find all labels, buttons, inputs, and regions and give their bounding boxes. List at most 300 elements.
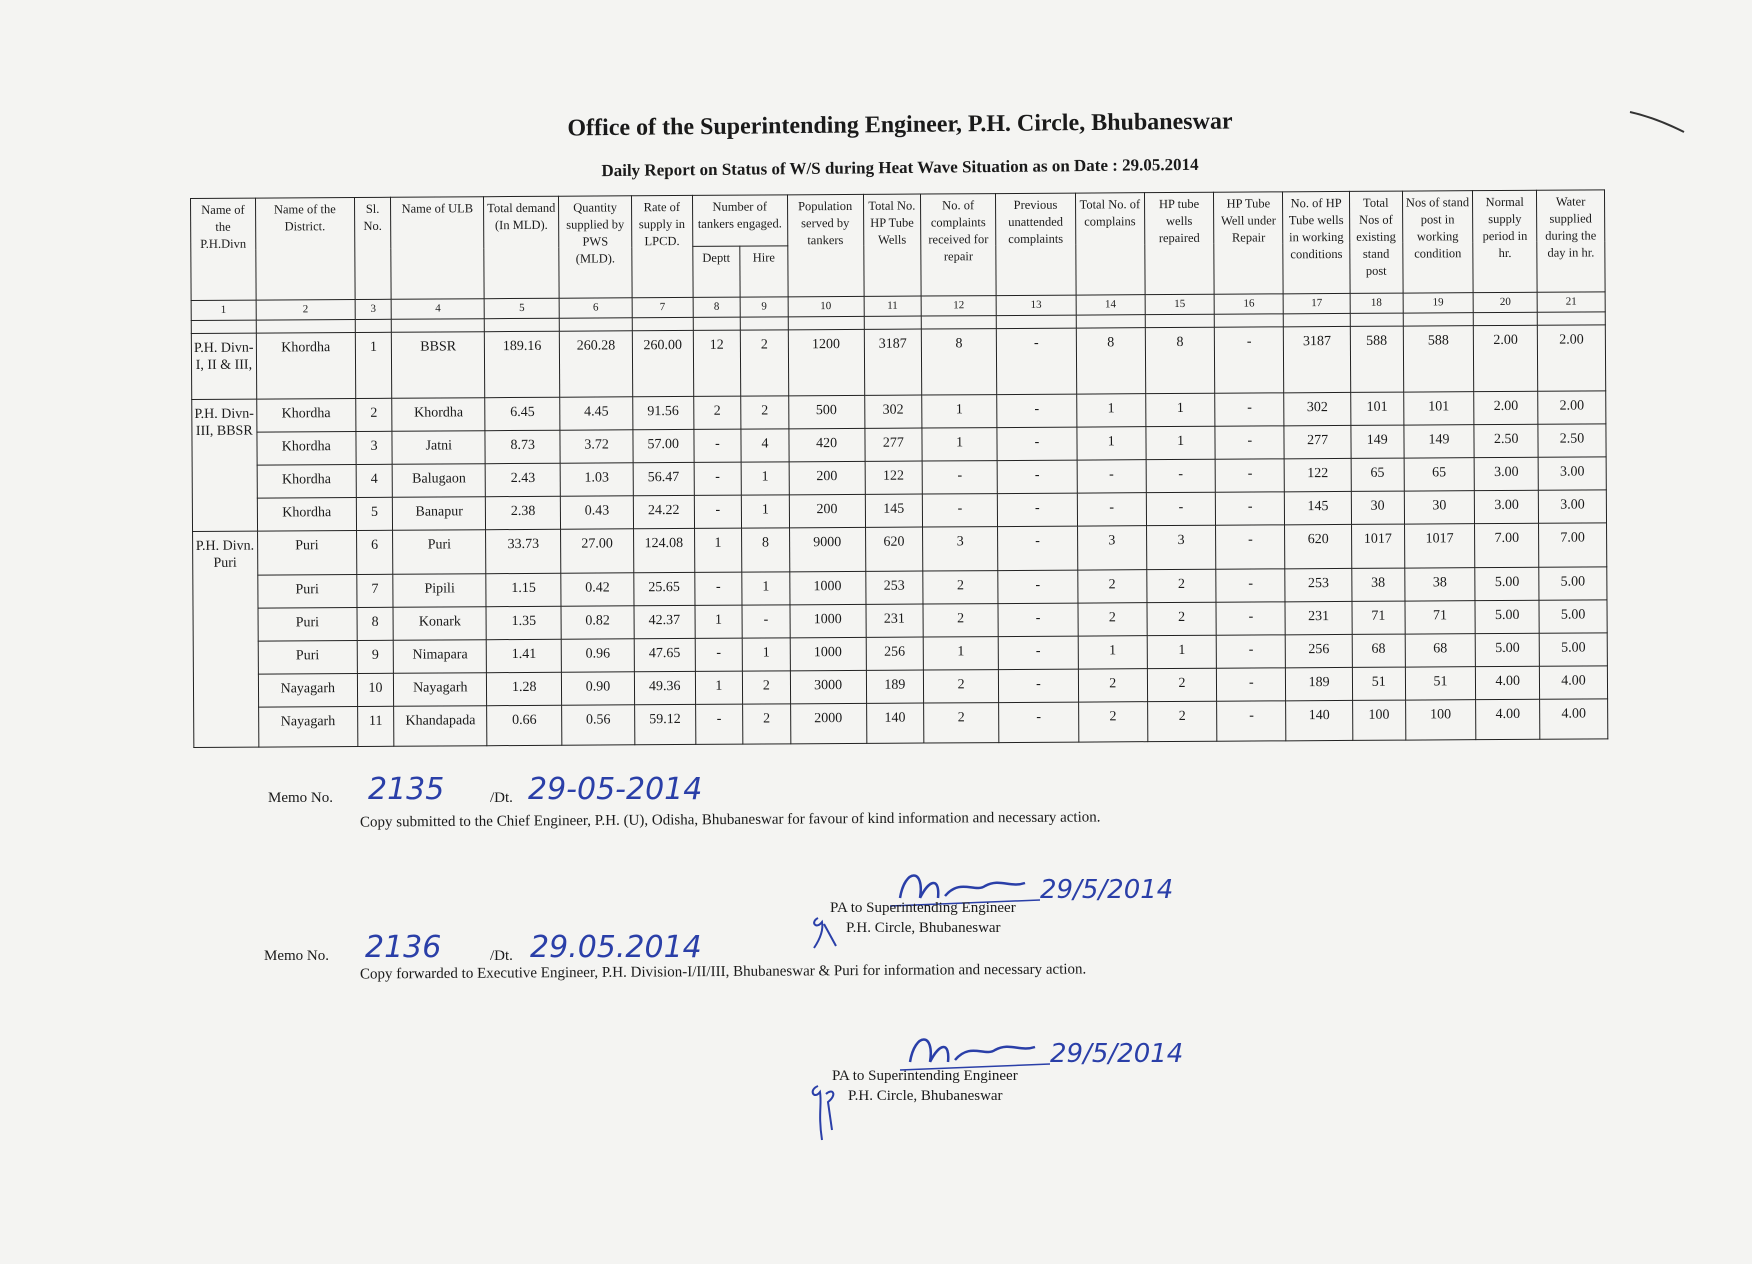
blank-cell bbox=[1145, 314, 1215, 327]
header-standpost-working: Nos of stand post in working condition bbox=[1402, 191, 1473, 293]
table-cell: - bbox=[694, 572, 742, 605]
column-number: 17 bbox=[1283, 293, 1350, 313]
table-cell: - bbox=[999, 702, 1079, 742]
table-cell: 122 bbox=[1284, 458, 1351, 491]
table-cell: Khandapada bbox=[394, 706, 487, 747]
table-cell: - bbox=[1216, 525, 1285, 569]
svg-text:29/5/2014: 29/5/2014 bbox=[1040, 875, 1174, 905]
table-cell: - bbox=[997, 460, 1077, 493]
table-cell: 56.47 bbox=[633, 462, 694, 495]
table-cell: 2 bbox=[1146, 569, 1216, 602]
table-cell: 260.00 bbox=[632, 330, 693, 396]
table-cell: 3187 bbox=[1284, 326, 1351, 392]
table-cell: BBSR bbox=[392, 332, 485, 399]
report-table-wrapper bbox=[190, 189, 1608, 748]
column-number: 10 bbox=[788, 296, 864, 316]
table-cell: 1 bbox=[1077, 394, 1146, 427]
page-title: Office of the Superintending Engineer, P.H. Circle, Bhubaneswar bbox=[567, 108, 1233, 142]
header-hp-working: No. of HP Tube wells in working conditions bbox=[1283, 191, 1350, 293]
table-cell: 253 bbox=[865, 571, 923, 604]
table-cell: 189 bbox=[866, 670, 924, 703]
table-cell: 2 bbox=[924, 703, 999, 743]
header-district: Name of the District. bbox=[255, 197, 355, 300]
table-cell: 68 bbox=[1352, 634, 1405, 667]
column-number: 8 bbox=[693, 297, 741, 317]
table-cell: 8 bbox=[1145, 327, 1215, 393]
header-slno: Sl. No. bbox=[354, 197, 391, 299]
header-divn: Name of the P.H.Divn bbox=[191, 198, 256, 300]
table-cell: - bbox=[922, 461, 997, 494]
table-cell: 38 bbox=[1352, 568, 1405, 601]
table-cell: 1000 bbox=[790, 637, 866, 670]
header-ulb: Name of ULB bbox=[391, 197, 485, 300]
table-cell: Konark bbox=[393, 607, 486, 641]
memo1-date: 29-05-2014 bbox=[528, 772, 703, 807]
table-cell: - bbox=[998, 603, 1078, 636]
table-cell: 588 bbox=[1403, 326, 1474, 392]
table-cell: 51 bbox=[1405, 667, 1476, 700]
table-cell: Puri bbox=[393, 530, 486, 575]
table-cell: 3 bbox=[356, 431, 393, 464]
header-hp-repaired: HP tube wells repaired bbox=[1144, 192, 1214, 294]
table-cell: 2 bbox=[356, 398, 393, 431]
table-cell: 145 bbox=[1285, 491, 1352, 524]
table-cell: - bbox=[1215, 426, 1284, 459]
table-cell: 5.00 bbox=[1476, 633, 1540, 666]
table-cell: - bbox=[922, 494, 997, 527]
blank-cell bbox=[1403, 313, 1474, 326]
header-hp-under-repair: HP Tube Well under Repair bbox=[1214, 192, 1283, 294]
table-cell: - bbox=[998, 636, 1078, 669]
table-cell: 4.00 bbox=[1476, 666, 1540, 699]
table-cell: 189 bbox=[1286, 667, 1353, 700]
table-cell: - bbox=[695, 704, 743, 744]
column-number: 21 bbox=[1537, 292, 1605, 312]
table-cell: 0.43 bbox=[560, 496, 633, 529]
table-cell: 12 bbox=[693, 330, 741, 396]
blank-cell bbox=[1350, 313, 1403, 326]
memo1-label: Memo No. bbox=[268, 790, 333, 806]
signature2-block bbox=[832, 1066, 1018, 1106]
header-complaints-received: No. of complaints received for repair bbox=[921, 194, 996, 296]
blank-cell bbox=[1474, 312, 1538, 325]
table-cell: 2 bbox=[924, 670, 999, 703]
table-cell: - bbox=[998, 570, 1078, 603]
table-cell: - bbox=[997, 427, 1077, 460]
table-cell: 1 bbox=[1145, 393, 1215, 426]
table-cell: 302 bbox=[864, 395, 922, 428]
table-cell: 3187 bbox=[864, 329, 922, 395]
table-cell: 2 bbox=[741, 396, 789, 429]
table-cell: 65 bbox=[1404, 458, 1475, 491]
table-cell: 256 bbox=[866, 637, 924, 670]
table-cell: 3.00 bbox=[1475, 490, 1539, 523]
table-cell: 33.73 bbox=[486, 529, 561, 573]
table-cell: - bbox=[1146, 459, 1216, 492]
table-cell: 1.28 bbox=[487, 672, 562, 705]
table-cell: 122 bbox=[865, 461, 923, 494]
table-cell: 2 bbox=[1078, 669, 1147, 702]
table-cell: 1000 bbox=[789, 571, 865, 604]
table-cell: 1 bbox=[742, 638, 790, 671]
header-population: Population served by tankers bbox=[787, 194, 863, 296]
report-table-body bbox=[191, 292, 1608, 748]
table-cell: - bbox=[1217, 668, 1286, 701]
column-number: 7 bbox=[632, 297, 693, 317]
header-deptt: Deptt bbox=[692, 246, 740, 297]
table-cell: - bbox=[997, 394, 1077, 427]
table-cell: 8.73 bbox=[485, 430, 560, 463]
table-row bbox=[191, 325, 1605, 400]
table-cell: Nayagarh bbox=[258, 706, 357, 747]
table-cell: 8 bbox=[742, 528, 790, 572]
table-cell: 2 bbox=[1078, 702, 1147, 742]
table-cell: 5.00 bbox=[1539, 633, 1607, 666]
table-cell: 2.43 bbox=[485, 463, 560, 496]
table-cell: 51 bbox=[1352, 667, 1405, 700]
column-number: 13 bbox=[996, 295, 1076, 315]
table-cell: 2.38 bbox=[486, 496, 561, 529]
table-cell: Puri bbox=[258, 640, 357, 674]
table-cell: 140 bbox=[866, 703, 924, 743]
table-cell: 4.00 bbox=[1540, 699, 1608, 739]
table-cell: 11 bbox=[357, 706, 394, 746]
memo2-number: 2136 bbox=[365, 930, 442, 965]
table-cell: 2.00 bbox=[1538, 391, 1606, 424]
table-cell: 2 bbox=[743, 671, 791, 704]
blank-cell bbox=[1215, 314, 1284, 327]
table-cell: 200 bbox=[789, 461, 865, 494]
table-cell: 6.45 bbox=[485, 397, 560, 430]
table-cell: - bbox=[998, 669, 1078, 702]
table-cell: 71 bbox=[1405, 601, 1476, 634]
table-cell: 1000 bbox=[790, 604, 866, 637]
table-cell: 1 bbox=[1077, 427, 1146, 460]
table-cell: 1.15 bbox=[486, 573, 561, 606]
table-cell: 2 bbox=[1147, 668, 1217, 701]
table-cell: Banapur bbox=[393, 497, 486, 531]
table-cell: 2.00 bbox=[1474, 325, 1538, 391]
table-cell: 4.00 bbox=[1476, 699, 1540, 739]
table-cell: 59.12 bbox=[635, 704, 696, 744]
signature1-block bbox=[830, 898, 1016, 938]
table-cell: 3 bbox=[1146, 525, 1216, 569]
table-cell: 3 bbox=[923, 527, 998, 571]
memo2-label: Memo No. bbox=[264, 948, 329, 964]
table-cell: 100 bbox=[1405, 700, 1476, 740]
table-cell: 2 bbox=[1147, 602, 1217, 635]
memo2-dt-label: /Dt. bbox=[490, 948, 513, 964]
table-cell: 3.72 bbox=[560, 430, 633, 463]
column-number: 15 bbox=[1145, 294, 1215, 314]
table-cell: 91.56 bbox=[633, 396, 694, 429]
blank-cell bbox=[1283, 313, 1350, 326]
header-normal-supply: Normal supply period in hr. bbox=[1473, 190, 1537, 292]
table-cell: 25.65 bbox=[634, 572, 695, 605]
memo1-dt-label: /Dt. bbox=[490, 790, 513, 806]
blank-cell bbox=[559, 318, 632, 331]
table-cell: 200 bbox=[789, 494, 865, 527]
table-cell: - bbox=[694, 429, 742, 462]
table-cell: 302 bbox=[1284, 392, 1351, 425]
table-cell: 2 bbox=[743, 704, 791, 744]
table-cell: 2.00 bbox=[1474, 391, 1538, 424]
table-cell: Nayagarh bbox=[394, 673, 487, 707]
division-name-cell: P.H. Divn-I, II & III, bbox=[191, 333, 256, 399]
table-cell: 2 bbox=[923, 571, 998, 604]
blank-cell bbox=[864, 316, 922, 329]
table-cell: 0.90 bbox=[562, 672, 635, 705]
table-cell: 588 bbox=[1350, 326, 1403, 392]
table-cell: 1 bbox=[922, 428, 997, 461]
blank-cell bbox=[921, 316, 996, 329]
table-cell: 27.00 bbox=[561, 529, 634, 573]
blank-cell bbox=[355, 319, 391, 332]
column-number: 11 bbox=[864, 296, 922, 316]
table-cell: 0.56 bbox=[562, 705, 635, 745]
table-cell: 1 bbox=[742, 572, 790, 605]
table-row bbox=[194, 699, 1608, 748]
table-cell: Puri bbox=[258, 574, 357, 608]
blank-cell bbox=[788, 316, 864, 329]
table-cell: 49.36 bbox=[634, 671, 695, 704]
blank-cell bbox=[996, 315, 1076, 328]
table-cell: 10 bbox=[357, 673, 394, 706]
table-cell: 42.37 bbox=[634, 605, 695, 638]
table-cell: Jatni bbox=[392, 431, 485, 465]
table-cell: 1 bbox=[741, 495, 789, 528]
header-water-supplied: Water supplied during the day in hr. bbox=[1537, 190, 1606, 292]
table-cell: 7.00 bbox=[1539, 523, 1607, 567]
table-cell: - bbox=[1216, 492, 1285, 525]
blank-cell bbox=[391, 319, 484, 333]
table-cell: 256 bbox=[1285, 634, 1352, 667]
table-cell: 1 bbox=[741, 462, 789, 495]
blank-cell bbox=[632, 317, 693, 330]
column-number: 6 bbox=[559, 298, 632, 318]
initials-mark-1 bbox=[810, 910, 840, 950]
table-cell: 2.50 bbox=[1474, 424, 1538, 457]
table-cell: 2 bbox=[1078, 603, 1147, 636]
table-cell: 8 bbox=[357, 607, 394, 640]
table-cell: Puri bbox=[258, 607, 357, 641]
table-cell: 4.00 bbox=[1539, 666, 1607, 699]
table-cell: 2 bbox=[923, 604, 998, 637]
table-cell: 620 bbox=[865, 527, 923, 571]
table-cell: Khordha bbox=[257, 431, 356, 465]
table-cell: 68 bbox=[1405, 634, 1476, 667]
table-cell: 0.66 bbox=[487, 705, 562, 745]
table-cell: - bbox=[1215, 393, 1284, 426]
table-cell: 8 bbox=[921, 329, 996, 395]
table-cell: Khordha bbox=[257, 464, 356, 498]
table-cell: - bbox=[1216, 602, 1285, 635]
blank-cell bbox=[693, 317, 741, 330]
table-cell: 500 bbox=[788, 395, 864, 428]
table-cell: 5 bbox=[356, 497, 393, 530]
memo2-text: Copy forwarded to Executive Engineer, P.H. Division-I/II/III, Bhubaneswar & Puri for information and necessary action. bbox=[359, 961, 1087, 983]
pen-stroke-mark bbox=[1628, 106, 1688, 136]
column-number: 9 bbox=[740, 297, 788, 317]
memo1-text: Copy submitted to the Chief Engineer, P.H. (U), Odisha, Bhubaneswar for favour of kind information and necessary action. bbox=[359, 809, 1101, 831]
table-cell: - bbox=[694, 495, 742, 528]
table-cell: 1.03 bbox=[560, 463, 633, 496]
table-cell: Puri bbox=[257, 530, 356, 575]
table-cell: - bbox=[1216, 459, 1285, 492]
division-name-cell: P.H. Divn. Puri bbox=[193, 531, 259, 747]
table-cell: - bbox=[1215, 327, 1284, 393]
column-number: 4 bbox=[391, 299, 484, 320]
table-cell: 57.00 bbox=[633, 429, 694, 462]
table-cell: 2000 bbox=[790, 703, 866, 743]
table-cell: 620 bbox=[1285, 524, 1352, 568]
column-number: 5 bbox=[484, 298, 559, 318]
signature1-line1: PA to Superintending Engineer bbox=[830, 900, 1016, 916]
table-cell: 7 bbox=[357, 574, 394, 607]
signature1-line2: P.H. Circle, Bhubaneswar bbox=[846, 920, 1001, 936]
table-cell: 231 bbox=[1285, 601, 1352, 634]
memo2-date: 29.05.2014 bbox=[530, 930, 702, 965]
blank-cell bbox=[1076, 315, 1145, 328]
table-cell: 5.00 bbox=[1539, 600, 1607, 633]
table-cell: Nayagarh bbox=[258, 673, 357, 707]
blank-cell bbox=[191, 320, 256, 333]
table-cell: - bbox=[998, 526, 1078, 570]
table-cell: 2 bbox=[1078, 570, 1147, 603]
table-cell: 30 bbox=[1351, 491, 1404, 524]
table-cell: 1 bbox=[695, 671, 743, 704]
header-rate: Rate of supply in LPCD. bbox=[631, 195, 692, 297]
table-cell: 145 bbox=[865, 494, 923, 527]
table-cell: 38 bbox=[1404, 568, 1475, 601]
table-cell: 5.00 bbox=[1475, 567, 1539, 600]
table-cell: 3.00 bbox=[1474, 457, 1538, 490]
table-cell: 1 bbox=[1078, 636, 1147, 669]
table-cell: 1017 bbox=[1404, 524, 1475, 568]
memo1-number: 2135 bbox=[368, 772, 445, 807]
table-cell: - bbox=[694, 462, 742, 495]
table-cell: Khordha bbox=[256, 332, 356, 399]
table-cell: - bbox=[695, 638, 743, 671]
table-cell: Nimapara bbox=[393, 640, 486, 674]
table-cell: 2 bbox=[740, 330, 788, 396]
header-prev-unattended: Previous unattended complaints bbox=[995, 193, 1076, 295]
header-demand: Total demand (In MLD). bbox=[484, 196, 559, 298]
table-cell: 6 bbox=[356, 530, 393, 574]
table-cell: 2.50 bbox=[1538, 424, 1606, 457]
table-cell: 1200 bbox=[788, 329, 864, 395]
table-cell: 4 bbox=[356, 464, 393, 497]
table-cell: - bbox=[742, 605, 790, 638]
signature2-line1: PA to Superintending Engineer bbox=[832, 1068, 1018, 1084]
report-subtitle: Daily Report on Status of W/S during Heat Wave Situation as on Date : 29.05.2014 bbox=[601, 154, 1199, 181]
column-number: 20 bbox=[1473, 292, 1537, 312]
table-cell: 149 bbox=[1351, 425, 1404, 458]
column-number: 16 bbox=[1215, 294, 1284, 314]
blank-cell bbox=[740, 317, 788, 330]
table-cell: 101 bbox=[1403, 392, 1474, 425]
table-cell: 1 bbox=[923, 637, 998, 670]
table-cell: - bbox=[1217, 701, 1286, 741]
table-cell: 3000 bbox=[790, 670, 866, 703]
table-cell: 8 bbox=[1076, 328, 1145, 394]
table-cell: 1.41 bbox=[486, 639, 561, 672]
table-cell: - bbox=[997, 493, 1077, 526]
blank-cell bbox=[485, 318, 560, 331]
table-cell: 100 bbox=[1353, 700, 1406, 740]
table-cell: - bbox=[996, 328, 1076, 394]
column-number: 3 bbox=[355, 299, 392, 319]
table-cell: 1 bbox=[1146, 426, 1216, 459]
table-cell: 253 bbox=[1285, 568, 1352, 601]
blank-cell bbox=[1537, 312, 1605, 325]
table-cell: 124.08 bbox=[633, 528, 694, 572]
header-total-complains: Total No. of complains bbox=[1075, 193, 1144, 295]
table-cell: - bbox=[1216, 569, 1285, 602]
report-table bbox=[190, 189, 1608, 748]
table-cell: 3 bbox=[1077, 526, 1146, 570]
column-number: 18 bbox=[1350, 293, 1403, 313]
table-cell: 5.00 bbox=[1475, 600, 1539, 633]
column-number: 1 bbox=[191, 300, 256, 320]
table-cell: Khordha bbox=[257, 497, 356, 531]
table-cell: 71 bbox=[1352, 601, 1405, 634]
table-cell: 1 bbox=[922, 395, 997, 428]
table-cell: 277 bbox=[864, 428, 922, 461]
table-cell: 189.16 bbox=[485, 331, 560, 397]
table-cell: 140 bbox=[1286, 700, 1353, 740]
table-cell: 1 bbox=[355, 332, 392, 398]
table-cell: 260.28 bbox=[559, 331, 632, 397]
svg-text:29/5/2014: 29/5/2014 bbox=[1050, 1039, 1184, 1069]
table-cell: 7.00 bbox=[1475, 523, 1539, 567]
table-cell: 2 bbox=[693, 396, 741, 429]
table-cell: 2.00 bbox=[1537, 325, 1605, 391]
table-cell: - bbox=[1217, 635, 1286, 668]
header-hire: Hire bbox=[740, 246, 788, 297]
table-cell: 1017 bbox=[1351, 524, 1404, 568]
table-cell: 9 bbox=[357, 640, 394, 673]
table-cell: 2 bbox=[1147, 701, 1217, 741]
table-cell: 0.42 bbox=[561, 573, 634, 606]
table-cell: 1 bbox=[1147, 635, 1217, 668]
table-cell: 0.82 bbox=[561, 606, 634, 639]
table-cell: - bbox=[1077, 460, 1146, 493]
header-total-standpost: Total Nos of existing stand post bbox=[1349, 191, 1402, 293]
table-cell: Balugaon bbox=[392, 464, 485, 498]
table-cell: 3.00 bbox=[1538, 490, 1606, 523]
column-number: 12 bbox=[921, 296, 996, 316]
table-cell: 101 bbox=[1351, 392, 1404, 425]
header-tankers: Number of tankers engaged. bbox=[692, 195, 787, 247]
table-cell: 5.00 bbox=[1539, 567, 1607, 600]
header-total-hp: Total No. HP Tube Wells bbox=[863, 194, 921, 296]
table-cell: - bbox=[1077, 493, 1146, 526]
table-cell: Khordha bbox=[392, 398, 485, 432]
column-number: 14 bbox=[1076, 295, 1145, 315]
division-name-cell: P.H. Divn-III, BBSR bbox=[192, 399, 258, 531]
table-cell: 30 bbox=[1404, 491, 1475, 524]
table-cell: 24.22 bbox=[633, 495, 694, 528]
initials-mark-2 bbox=[808, 1080, 848, 1150]
column-number: 19 bbox=[1403, 293, 1474, 313]
table-cell: 149 bbox=[1403, 425, 1474, 458]
table-cell: Khordha bbox=[256, 398, 355, 432]
table-cell: 1 bbox=[694, 528, 742, 572]
table-cell: 420 bbox=[789, 428, 865, 461]
table-cell: 1.35 bbox=[486, 606, 561, 639]
column-number: 2 bbox=[256, 299, 355, 320]
